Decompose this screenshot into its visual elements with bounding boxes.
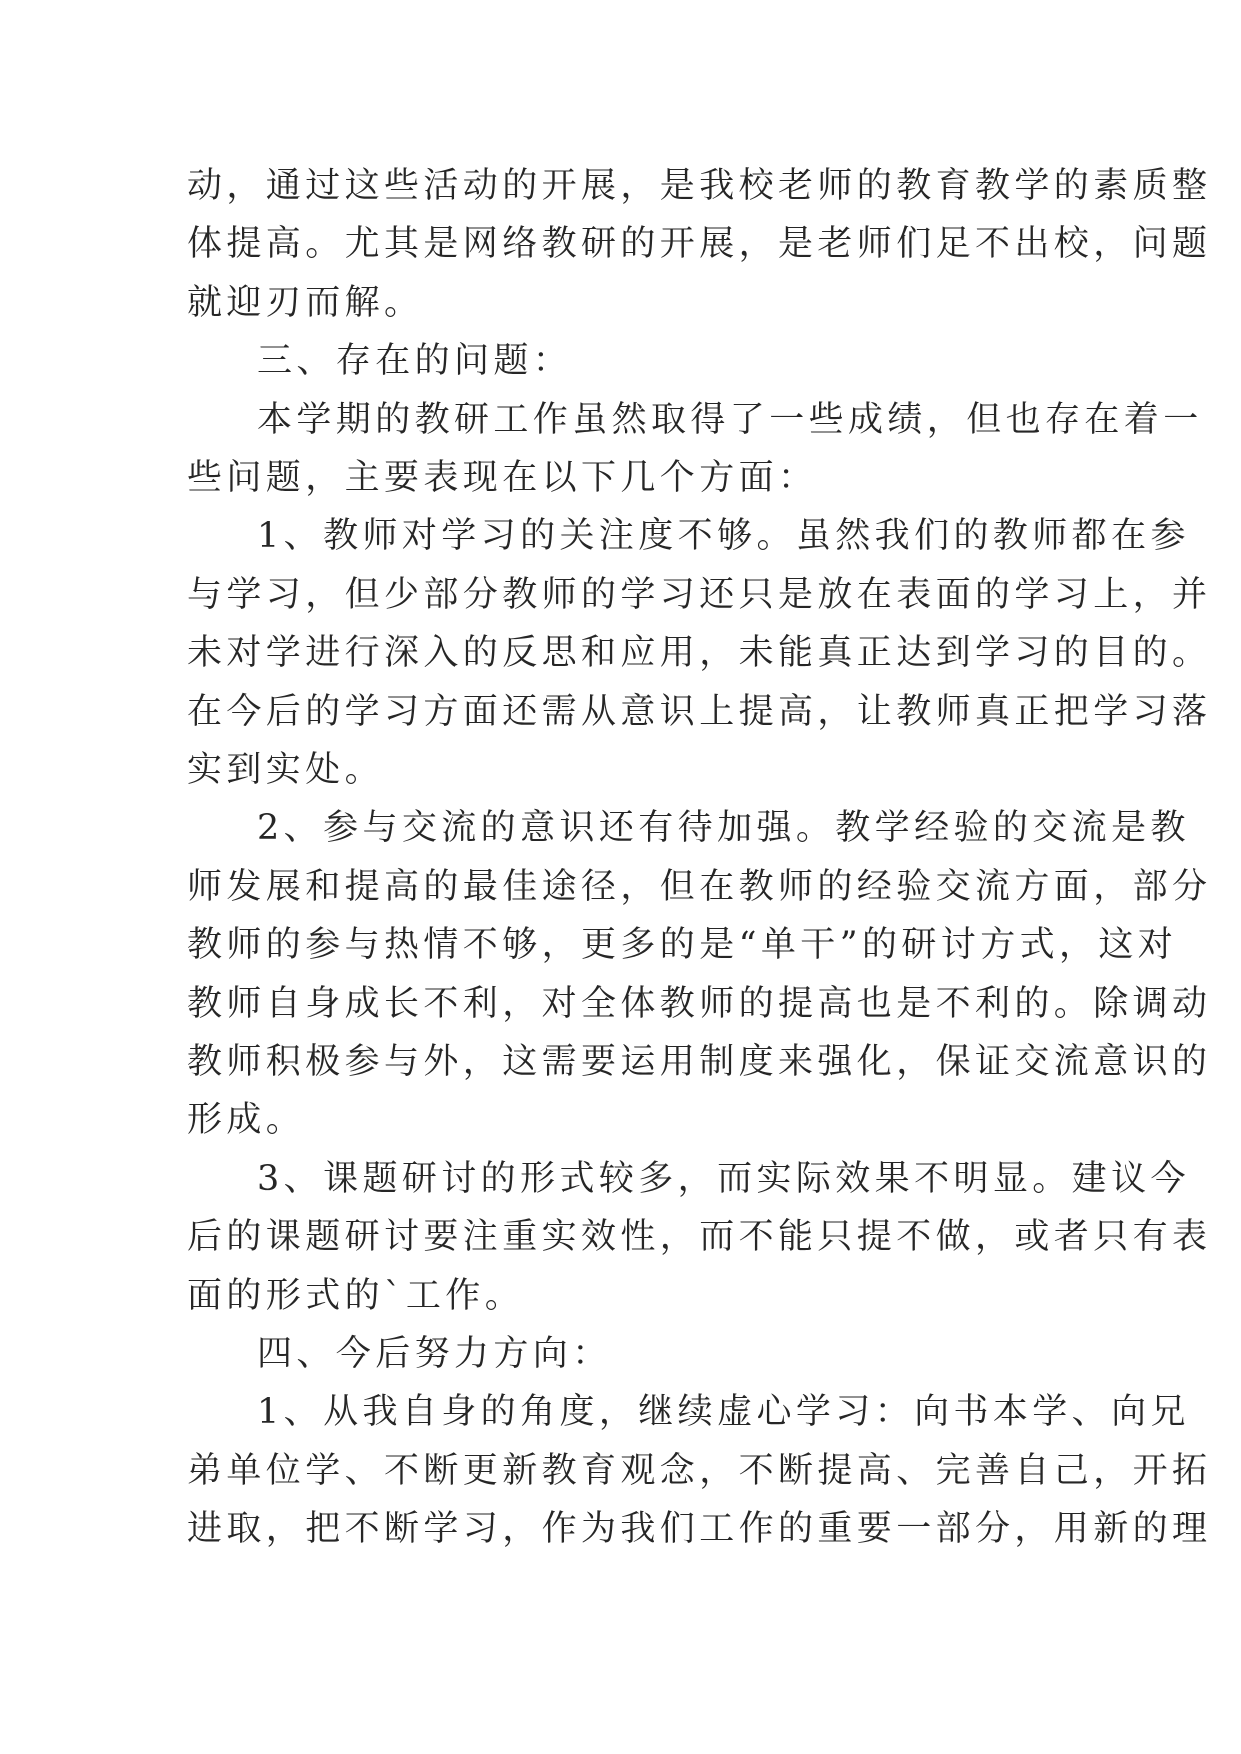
text-line: 未对学进行深入的反思和应用，未能真正达到学习的目的。: [187, 633, 1212, 673]
section-heading: 四、今后努力方向：: [257, 1334, 612, 1374]
text-line: 3、课题研讨的形式较多，而实际效果不明显。建议今: [257, 1159, 1190, 1199]
text-line: 些问题，主要表现在以下几个方面：: [187, 458, 818, 498]
text-line: 教师自身成长不利，对全体教师的提高也是不利的。除调动: [187, 984, 1212, 1024]
text-line: 教师积极参与外，这需要运用制度来强化，保证交流意识的: [187, 1042, 1212, 1082]
text-line: 后的课题研讨要注重实效性，而不能只提不做，或者只有表: [187, 1217, 1212, 1257]
text-line: 教师的参与热情不够，更多的是“单干”的研讨方式，这对: [187, 925, 1178, 965]
text-line: 1、教师对学习的关注度不够。虽然我们的教师都在参: [257, 516, 1190, 556]
text-line: 弟单位学、不断更新教育观念，不断提高、完善自己，开拓: [187, 1451, 1212, 1491]
text-line: 师发展和提高的最佳途径，但在教师的经验交流方面，部分: [187, 867, 1212, 907]
text-line: 与学习，但少部分教师的学习还只是放在表面的学习上，并: [187, 575, 1212, 615]
text-line: 动，通过这些活动的开展，是我校老师的教育教学的素质整: [187, 166, 1212, 206]
text-line: 体提高。尤其是网络教研的开展，是老师们足不出校，问题: [187, 224, 1212, 264]
text-line: 就迎刃而解。: [187, 283, 424, 323]
text-line: 进取，把不断学习，作为我们工作的重要一部分，用新的理: [187, 1509, 1212, 1549]
text-line: 2、参与交流的意识还有待加强。教学经验的交流是教: [257, 808, 1190, 848]
text-line: 1、从我自身的角度，继续虚心学习：向书本学、向兄: [257, 1392, 1190, 1432]
section-heading: 三、存在的问题：: [257, 341, 573, 381]
text-line: 形成。: [187, 1100, 306, 1140]
text-line: 实到实处。: [187, 750, 385, 790]
text-line: 面的形式的`工作。: [187, 1276, 525, 1316]
text-line: 在今后的学习方面还需从意识上提高，让教师真正把学习落: [187, 692, 1212, 732]
text-line: 本学期的教研工作虽然取得了一些成绩，但也存在着一: [257, 400, 1203, 440]
